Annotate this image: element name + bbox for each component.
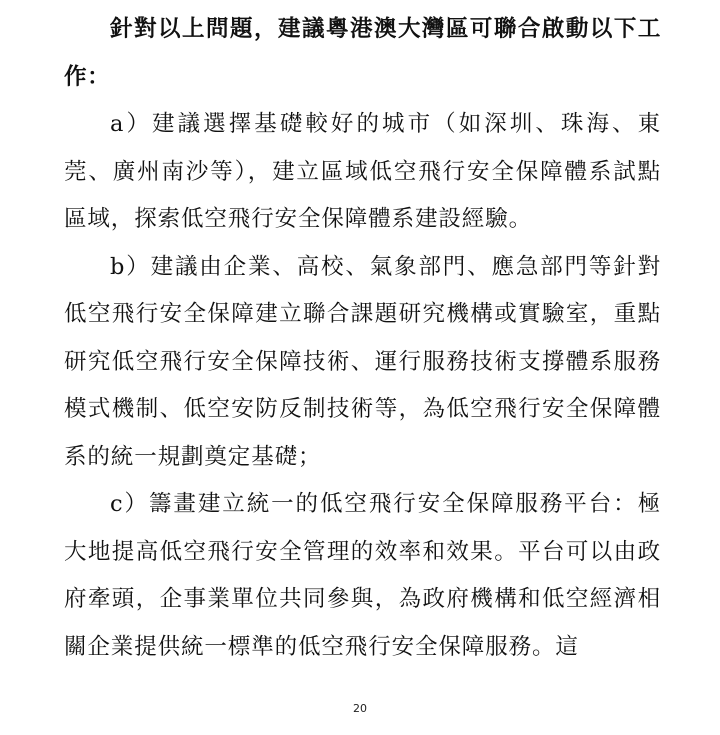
page-number: 20 (353, 702, 367, 715)
document-body (64, 6, 661, 671)
paragraph-a: a）建議選擇基礎較好的城市（如深圳、珠海、東莞、廣州南沙等），建立區域低空飛行安全保障體系試點區域，探索低空飛行安全保障體系建設經驗。 (64, 111, 661, 232)
section-heading: 針對以上問題，建議粵港澳大灣區可聯合啟動以下工作： (64, 16, 661, 90)
paragraph-c: c）籌畫建立統一的低空飛行安全保障服務平台：極大地提高低空飛行安全管理的效率和效果。平台可以由政府牽頭，企事業單位共同參與，為政府機構和低空經濟相關企業提供統一標準的低空飛行安全保障服務。這 (64, 491, 661, 660)
paragraph-b: b）建議由企業、高校、氣象部門、應急部門等針對低空飛行安全保障建立聯合課題研究機構或實驗室，重點研究低空飛行安全保障技術、運行服務技術支撐體系服務模式機制、低空安防反制技術等，為低空飛行安全保障體系的統一規劃奠定基礎； (64, 253, 661, 470)
